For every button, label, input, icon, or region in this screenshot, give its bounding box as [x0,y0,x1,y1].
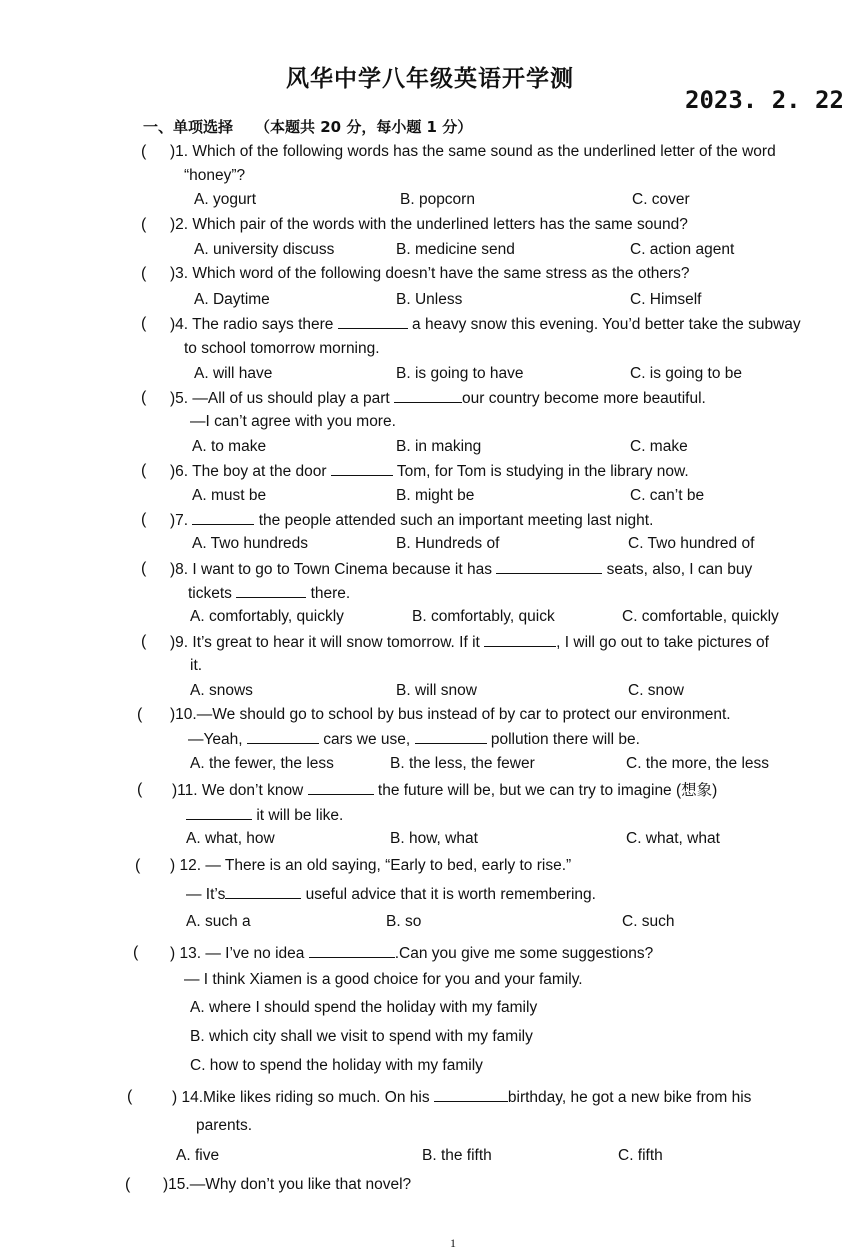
answer-blank[interactable] [434,1087,508,1102]
question-13 [170,943,653,964]
option-b: B. the fifth [422,1147,492,1164]
option-a: A. must be [192,487,267,504]
option-b: B. so [386,913,422,930]
answer-paren[interactable]: ( [141,265,147,282]
question-stem: I want to go to Town Cinema because it has [192,561,492,578]
option-c: C. make [630,438,688,455]
question-stem-cont [188,583,350,604]
option-c: C. Two hundred of [628,535,755,552]
question-stem-cont: parents. [196,1117,253,1134]
option-a: A. yogurt [194,191,257,208]
option-b: B. comfortably, quick [412,608,555,625]
question-number: )2. [170,216,189,233]
answer-paren[interactable]: ( [141,315,147,332]
question-stem: , I will go out to take pictures of [556,634,769,651]
option-c: C. can’t be [630,487,705,504]
option-b: B. which city shall we visit to spend with my family [190,1028,533,1045]
answer-blank[interactable] [394,388,462,403]
question-11 [172,780,717,801]
option-a: A. five [176,1147,220,1164]
answer-blank[interactable] [308,780,374,795]
question-stem-cont [188,729,640,750]
question-stem: —All of us should play a part [192,390,390,407]
option-b: B. medicine send [396,241,515,258]
question-14 [172,1087,751,1108]
option-c: C. comfortable, quickly [622,608,779,625]
answer-blank[interactable] [338,314,408,329]
question-stem: there. [310,585,351,602]
question-stem: — I’ve no idea [205,945,305,962]
answer-blank[interactable] [225,884,301,899]
question-stem-cont: to school tomorrow morning. [184,340,380,357]
question-number: )8. [170,561,189,578]
question-stem: a heavy snow this evening. You’d better take the subway [412,316,801,333]
question-number: )9. [170,634,189,651]
question-stem: We don’t know [201,782,304,799]
question-2 [170,215,688,235]
answer-blank[interactable] [415,729,487,744]
option-c: C. such [622,913,675,930]
option-c: C. the more, the less [626,755,770,772]
option-b: B. might be [396,487,475,504]
option-a: A. to make [192,438,267,455]
answer-paren[interactable]: ( [141,462,147,479]
answer-blank[interactable] [186,805,252,820]
question-stem-cont: it. [190,657,203,674]
option-b: B. how, what [390,830,478,847]
option-a: A. Daytime [194,291,270,308]
question-4 [170,314,801,335]
option-a: A. will have [194,365,273,382]
question-stem-cont [186,884,596,905]
question-stem: cars we use, [323,731,411,748]
option-c: C. how to spend the holiday with my family [190,1057,483,1074]
question-number: )3. [170,265,189,282]
question-stem: — It’s [186,886,226,903]
question-number: )10. [170,706,197,723]
option-c: C. is going to be [630,365,743,382]
question-3 [170,264,690,284]
option-a: A. what, how [186,830,275,847]
question-number: ) 14. [172,1089,204,1106]
question-9 [170,632,769,653]
question-stem-cont: —I can’t agree with you more. [190,413,396,430]
section-note: （本题共 20 分，每小题 1 分） [255,118,473,136]
answer-blank[interactable] [192,510,254,525]
question-stem: Which pair of the words with the underlined letters has the same sound? [192,216,688,233]
option-c: C. cover [632,191,690,208]
question-number: )6. [170,463,189,480]
section-title: 一、单项选择 [143,118,234,136]
answer-paren[interactable]: ( [137,781,143,798]
question-1 [170,142,776,162]
question-number: ) 12. [170,857,202,874]
option-a: A. such a [186,913,251,930]
answer-paren[interactable]: ( [141,560,147,577]
question-15 [163,1175,411,1195]
answer-blank[interactable] [309,943,395,958]
question-stem: —Yeah, [188,731,243,748]
option-b: B. the less, the fewer [390,755,535,772]
answer-paren[interactable]: ( [141,216,147,233]
question-stem: —Why don’t you like that novel? [189,1176,412,1193]
question-stem: Which word of the following doesn’t have the same stress as the others? [192,265,690,282]
option-c: C. action agent [630,241,735,258]
question-stem: It’s great to hear it will snow tomorrow. If it [192,634,480,651]
question-stem: pollution there will be. [490,731,640,748]
answer-blank[interactable] [236,583,306,598]
answer-paren[interactable]: ( [141,633,147,650]
section-heading [143,116,494,137]
answer-paren[interactable]: ( [141,143,147,160]
option-c: C. snow [628,682,684,699]
question-stem: useful advice that it is worth remembering. [305,886,596,903]
question-5 [170,388,706,409]
option-c: C. Himself [630,291,702,308]
answer-paren[interactable]: ( [141,389,147,406]
question-number: )1. [170,143,189,160]
question-stem: it will be like. [256,807,344,824]
option-a: A. snows [190,682,253,699]
question-stem: our country become more beautiful. [462,390,706,407]
answer-blank[interactable] [496,559,602,574]
answer-blank[interactable] [247,729,319,744]
question-stem: tickets [188,585,232,602]
option-c: C. what, what [626,830,720,847]
question-10 [170,705,731,725]
option-c: C. fifth [618,1147,663,1164]
answer-paren[interactable]: ( [127,1088,133,1105]
option-b: B. Hundreds of [396,535,500,552]
question-stem: Mike likes riding so much. On his [203,1089,430,1106]
question-stem: Tom, for Tom is studying in the library now. [396,463,689,480]
question-stem: The boy at the door [192,463,327,480]
exam-date: 2023. 2. 22 [685,86,844,114]
answer-paren[interactable]: ( [135,857,141,874]
answer-paren[interactable]: ( [141,511,147,528]
question-stem: .Can you give me some suggestions? [394,945,654,962]
question-stem: — There is an old saying, “Early to bed, early to rise.” [205,857,572,874]
question-stem: The radio says there [192,316,334,333]
question-stem-cont [186,805,343,826]
question-number: )11. [172,782,198,799]
question-stem: seats, also, I can buy [606,561,753,578]
answer-paren[interactable]: ( [133,944,139,961]
question-number: )5. [170,390,189,407]
question-stem-cont: — I think Xiamen is a good choice for you and your family. [184,971,583,988]
option-b: B. will snow [396,682,477,699]
question-stem: —We should go to school by bus instead of by car to protect our environment. [196,706,731,723]
option-b: B. Unless [396,291,463,308]
question-number: )7. [170,512,189,529]
option-a: A. university discuss [194,241,335,258]
question-7 [170,510,653,531]
question-number: )4. [170,316,189,333]
option-a: A. where I should spend the holiday with my family [190,999,538,1016]
option-b: B. in making [396,438,482,455]
answer-paren[interactable]: ( [137,706,143,723]
option-a: A. comfortably, quickly [190,608,344,625]
exam-title: 风华中学八年级英语开学测 [286,66,574,92]
page-number: 1 [450,1236,456,1250]
question-stem: Which of the following words has the same sound as the underlined letter of the word [192,143,776,160]
question-8 [170,559,752,580]
question-6 [170,461,689,482]
option-b: B. popcorn [400,191,475,208]
answer-paren[interactable]: ( [125,1176,131,1193]
question-stem-cont: “honey”? [184,167,246,184]
question-stem: birthday, he got a new bike from his [507,1089,752,1106]
question-12 [170,856,571,876]
option-a: A. the fewer, the less [190,755,334,772]
question-stem: the future will be, but we can try to imagine (想象) [377,782,718,799]
option-a: A. Two hundreds [192,535,309,552]
option-b: B. is going to have [396,365,524,382]
question-number: )15. [163,1176,190,1193]
question-number: ) 13. [170,945,202,962]
answer-blank[interactable] [484,632,556,647]
question-stem: the people attended such an important meeting last night. [258,512,654,529]
answer-blank[interactable] [331,461,393,476]
